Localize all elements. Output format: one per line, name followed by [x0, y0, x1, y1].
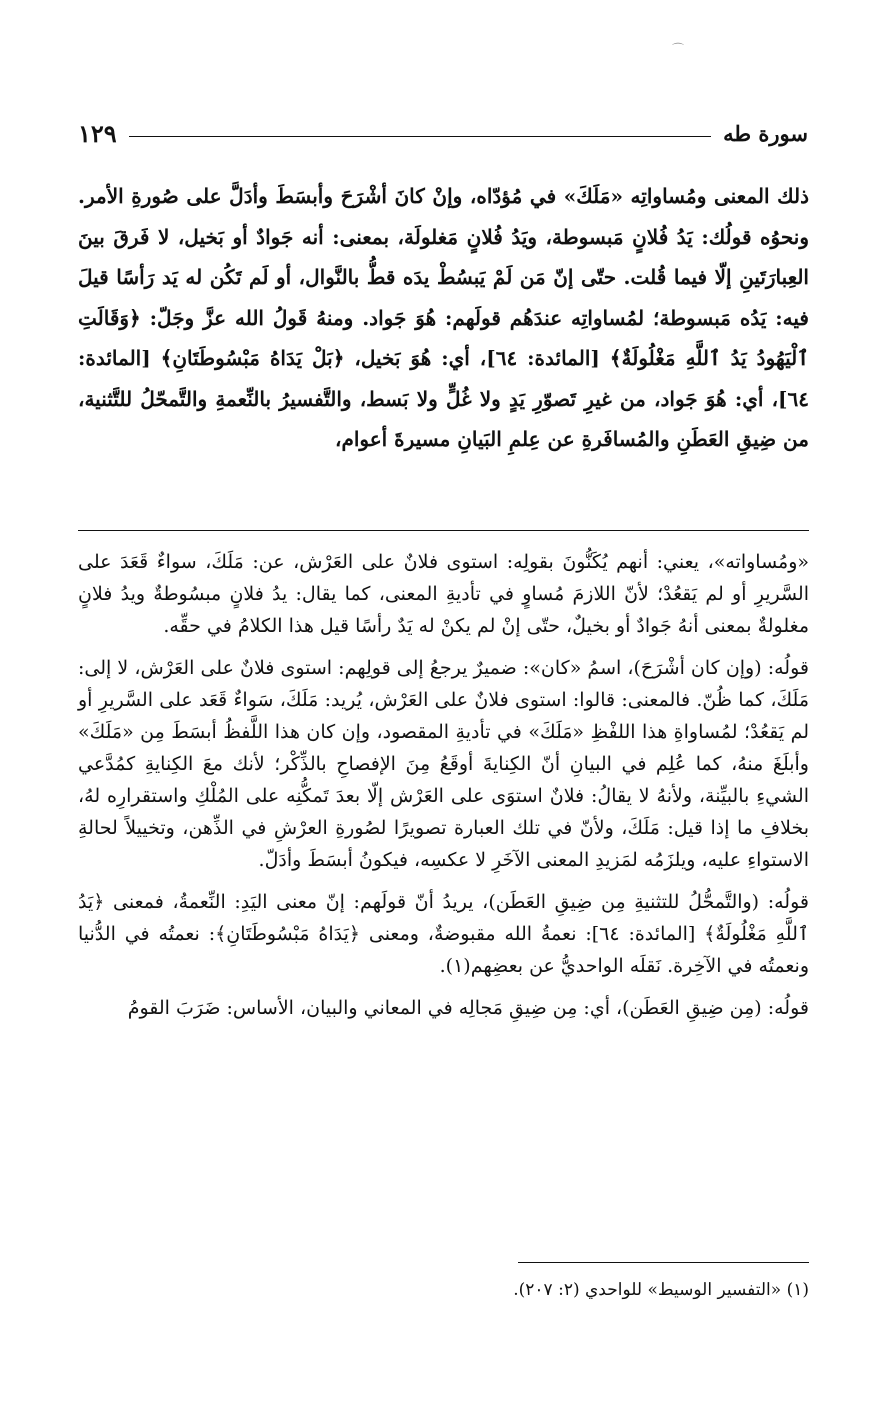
commentary-paragraph-4: قولُه: (مِن ضِيقِ العَطَن)، أي: مِن ضِيقِ مَجالِه في المعاني والبيان، الأساس: ضَرَبَ القومُ: [127, 997, 809, 1019]
main-text: [78, 176, 809, 460]
footnote-rule: [518, 1262, 809, 1263]
commentary-paragraph-1: «ومُساواته»، يعني: أنهم يُكَنُّونَ بقولِه: استوى فلانٌ على العَرْش، عن: مَلَكَ، سواءٌ قَعَدَ على السَّريرِ أو لم يَقعُدْ؛ لأنّ اللازمَ مُساوٍ في تأديةِ المعنى، كما يقال: يدُ فلانٍ مبسُوطةٌ ويدُ فلانٍ مغلولةٌ بمعنى أنهُ جَوادٌ أو بخيلٌ، حتّى إنْ لم يكنْ له يَدٌ رأسًا قيل هذا الكلامُ في حقِّه.: [78, 551, 809, 637]
running-header: [78, 118, 808, 148]
page-smudge: ⌒: [672, 42, 685, 56]
commentary-paragraph-3: قولُه: (والتَّمحُّلُ للتثنيةِ مِن ضِيقِ العَطَن)، يريدُ أنّ قولَهم: إنّ معنى اليَدِ: النِّعمةُ، فمعنى ﴿يَدُ ٱللَّهِ مَغْلُولَةٌ﴾ [المائدة: ٦٤]: نعمةُ الله مقبوضةٌ، ومعنى ﴿يَدَاهُ مَبْسُوطَتَانِ﴾: نعمتُه في الدُّنيا ونعمتُه في الآخِرة. نَقلَه الواحديُّ عن بعضِهم(١).: [78, 891, 809, 977]
footnote: (١) «التفسير الوسيط» للواحدي (٢: ٢٠٧).: [513, 1280, 809, 1300]
page-number: ١٢٩: [78, 118, 117, 148]
surah-title: سورة طه: [723, 120, 808, 146]
header-rule: [129, 136, 711, 137]
commentary-paragraph-2: قولُه: (وإن كان أشْرَحَ)، اسمُ «كان»: ضميرٌ يرجعُ إلى قولِهم: استوى فلانٌ على العَرْش، لا إلى: مَلَكَ، كما ظُنّ. فالمعنى: قالوا: استوى فلانٌ على العَرْش، يُريد: مَلَكَ، سَواءٌ قَعَد على السَّريرِ أو لم يَقعُدْ؛ لمُساواةِ هذا اللفْظِ «مَلَكَ» في تأديةِ المقصود، وإن كان هذا اللَّفظُ أبسَطَ مِن «مَلَكَ» وأبلَغَ منهُ، كما عُلِم في البيانِ أنّ الكِنايةَ أوقَعُ مِنَ الإفصاحِ بالذِّكْر؛ لأنك معَ الكِنايةِ كمُدَّعي الشيءِ بالبيِّنة، ولأنهُ لا يقالُ: فلانٌ استوَى على العَرْش إلّا بعدَ تَمكُّنِه على المُلْكِ واستقرارِه لهُ، بخلافِ ما إذا قيل: مَلَكَ، ولأنّ في تلك العبارة تصويرًا لصُورةِ العرْشِ في الذِّهن، وتخييلاً لحالةِ الاستواءِ عليه، ويلزَمُه لمَزيدِ المعنى الآخَرِ لا عكسِه، فيكونُ أبسَطَ وأدَلّ.: [78, 657, 809, 871]
commentary-section: [78, 546, 809, 1034]
main-paragraph: ذلك المعنى ومُساواتِه «مَلَكَ» في مُؤدّاه، وإنْ كانَ أشْرَحَ وأبسَطَ وأدَلَّ على صُورةِ الأمر. ونحوُه قولُك: يَدُ فُلانٍ مَبسوطة، ويَدُ فُلانٍ مَغلولَة، بمعنى: أنه جَوادٌ أو بَخيل، لا فَرقَ بينَ العِبارَتَينِ إلّا فيما قُلت. حتّى إنّ مَن لَمْ يَبسُطْ يدَه قطُّ بالنَّوال، أو لَم تَكُن له يَد رَأسًا قيلَ فيه: يَدُه مَبسوطة؛ لمُساواتِه عندَهُم قولَهم: هُوَ جَواد. ومنهُ قَولُ الله عزَّ وجَلّ: ﴿وَقَالَتِ ٱلْيَهُودُ يَدُ ٱللَّهِ مَغْلُولَةٌ﴾ [المائدة: ٦٤]، أي: هُوَ بَخيل، ﴿بَلْ يَدَاهُ مَبْسُوطَتَانِ﴾ [المائدة: ٦٤]، أي: هُوَ جَواد، من غيرِ تَصوّرِ يَدٍ ولا غُلٍّ ولا بَسط، والتَّفسيرُ بالنِّعمةِ والتَّمحّلُ للتَّثنية، من ضِيقِ العَطَنِ والمُسافَرةِ عن عِلمِ البَيانِ مسيرةَ أعوام،: [78, 184, 809, 451]
section-divider: [78, 530, 809, 531]
